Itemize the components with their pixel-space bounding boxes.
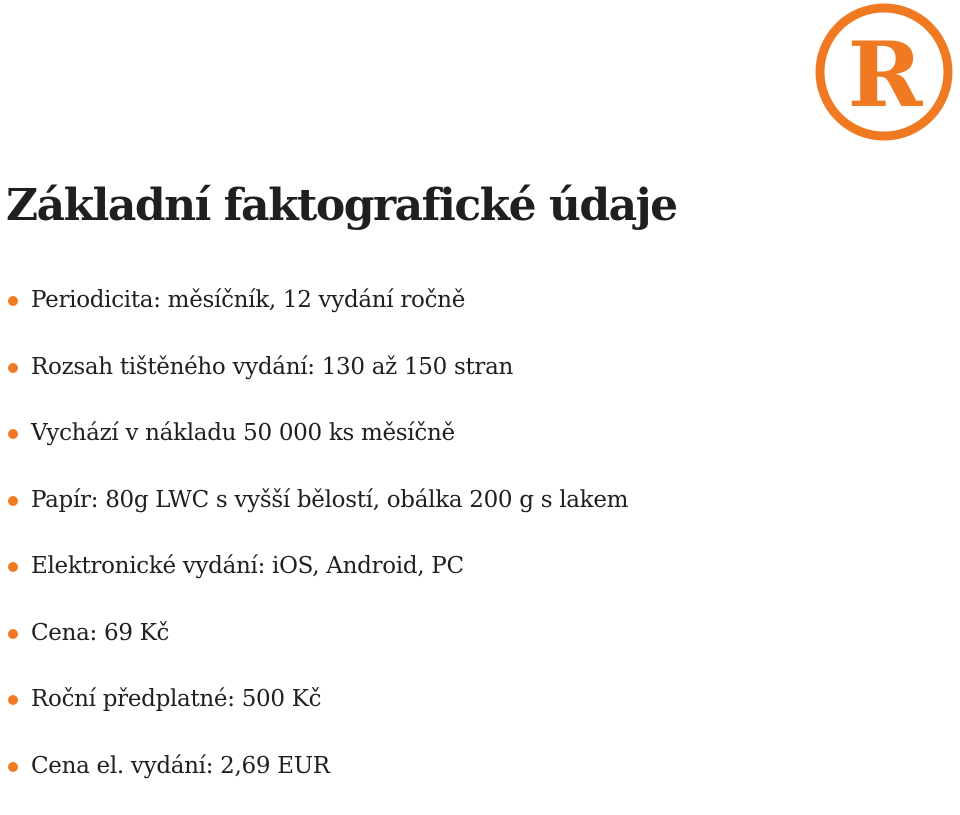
fact-text: Elektronické vydání: iOS, Android, PC bbox=[31, 549, 464, 583]
fact-text: Papír: 80g LWC s vyšší bělostí, obálka 200 g s lakem bbox=[31, 483, 628, 517]
list-item bbox=[8, 616, 628, 683]
page-title: Základní faktografické údaje bbox=[6, 180, 677, 231]
list-item bbox=[8, 416, 628, 483]
logo-letter: R bbox=[848, 22, 924, 128]
bullet-icon bbox=[8, 762, 18, 772]
bullet-icon bbox=[8, 363, 18, 373]
list-item bbox=[8, 350, 628, 417]
bullet-icon bbox=[8, 296, 18, 306]
fact-text: Periodicita: měsíčník, 12 vydání ročně bbox=[31, 283, 465, 317]
bullet-icon bbox=[8, 496, 18, 506]
bullet-icon bbox=[8, 629, 18, 639]
list-item bbox=[8, 483, 628, 550]
list-item bbox=[8, 749, 628, 815]
bullet-icon bbox=[8, 695, 18, 705]
bullet-icon bbox=[8, 429, 18, 439]
brand-logo bbox=[814, 2, 954, 142]
fact-text: Vychází v nákladu 50 000 ks měsíčně bbox=[31, 416, 455, 450]
facts-list bbox=[8, 283, 628, 815]
fact-text: Cena: 69 Kč bbox=[31, 616, 169, 650]
fact-text: Rozsah tištěného vydání: 130 až 150 stran bbox=[31, 350, 513, 384]
fact-text: Roční předplatné: 500 Kč bbox=[31, 682, 321, 716]
list-item bbox=[8, 549, 628, 616]
list-item bbox=[8, 682, 628, 749]
bullet-icon bbox=[8, 562, 18, 572]
fact-text: Cena el. vydání: 2,69 EUR bbox=[31, 749, 330, 783]
list-item bbox=[8, 283, 628, 350]
